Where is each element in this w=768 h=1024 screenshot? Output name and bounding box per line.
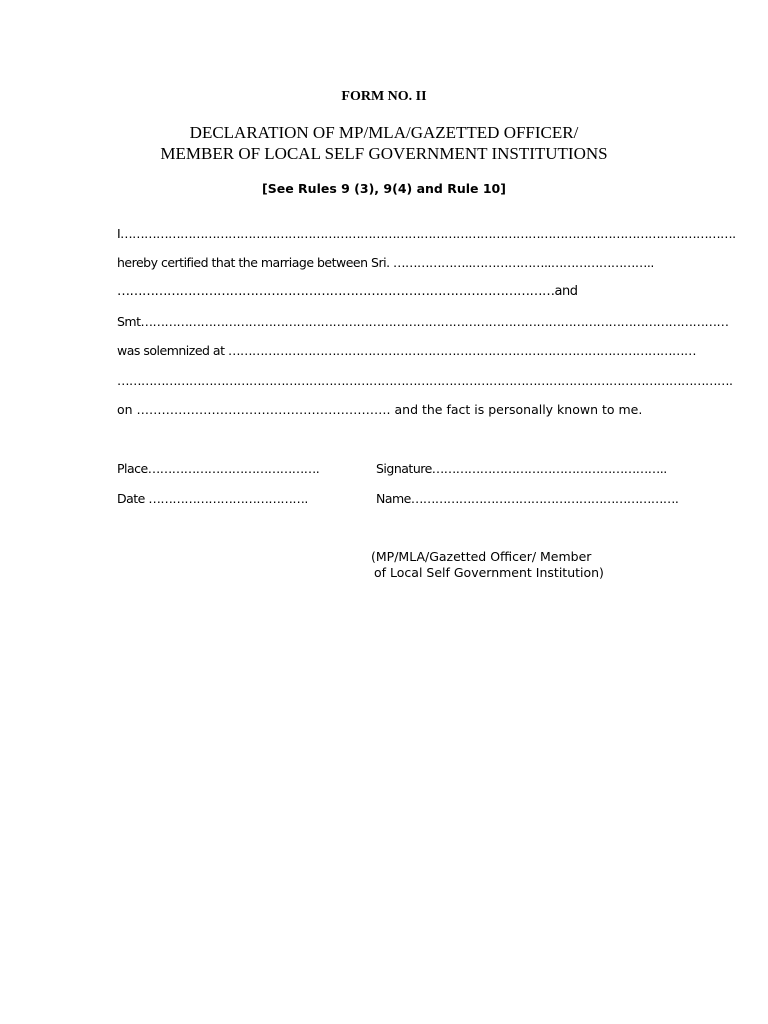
name-field: Name…………………………………………………………. [376,491,679,506]
signature-field: Signature………………………………………………….. [376,461,667,476]
husband-name-line: hereby certified that the marriage between Sri. ………………..………………..…………………….. [117,255,654,270]
marriage-date-line: on ……………………………………………………. and the fact is personally known to me. [117,402,643,417]
title-line-2: MEMBER OF LOCAL SELF GOVERNMENT INSTITUTIONS [160,144,608,163]
designation-line-2: of Local Self Government Institution) [374,565,604,580]
declarant-name-line: I………………………………………………………………………………………………………………………………………. [117,226,736,241]
marriage-place-line: was solemnized at ……………………………………………………………………………………………………… [117,343,696,358]
designation-note [371,549,604,581]
place-field: Place……………………………………. [117,461,320,476]
rules-reference: [See Rules 9 (3), 9(4) and Rule 10] [262,181,506,196]
page-title [0,122,768,164]
title-line-1: DECLARATION OF MP/MLA/GAZETTED OFFICER/ [189,123,579,142]
marriage-place-continuation-line: ………………………………………………………………………………………………………………………………………. [117,373,733,388]
wife-name-line: Smt………………………………………………………………………………………………………………………………… [117,314,729,329]
form-number: FORM NO. II [341,89,427,104]
designation-line-1: (MP/MLA/Gazetted Officer/ Member [371,549,592,564]
date-field: Date …………………………………. [117,491,308,506]
husband-name-continuation-line: ……………………………………………………………………………………………and [117,284,578,299]
